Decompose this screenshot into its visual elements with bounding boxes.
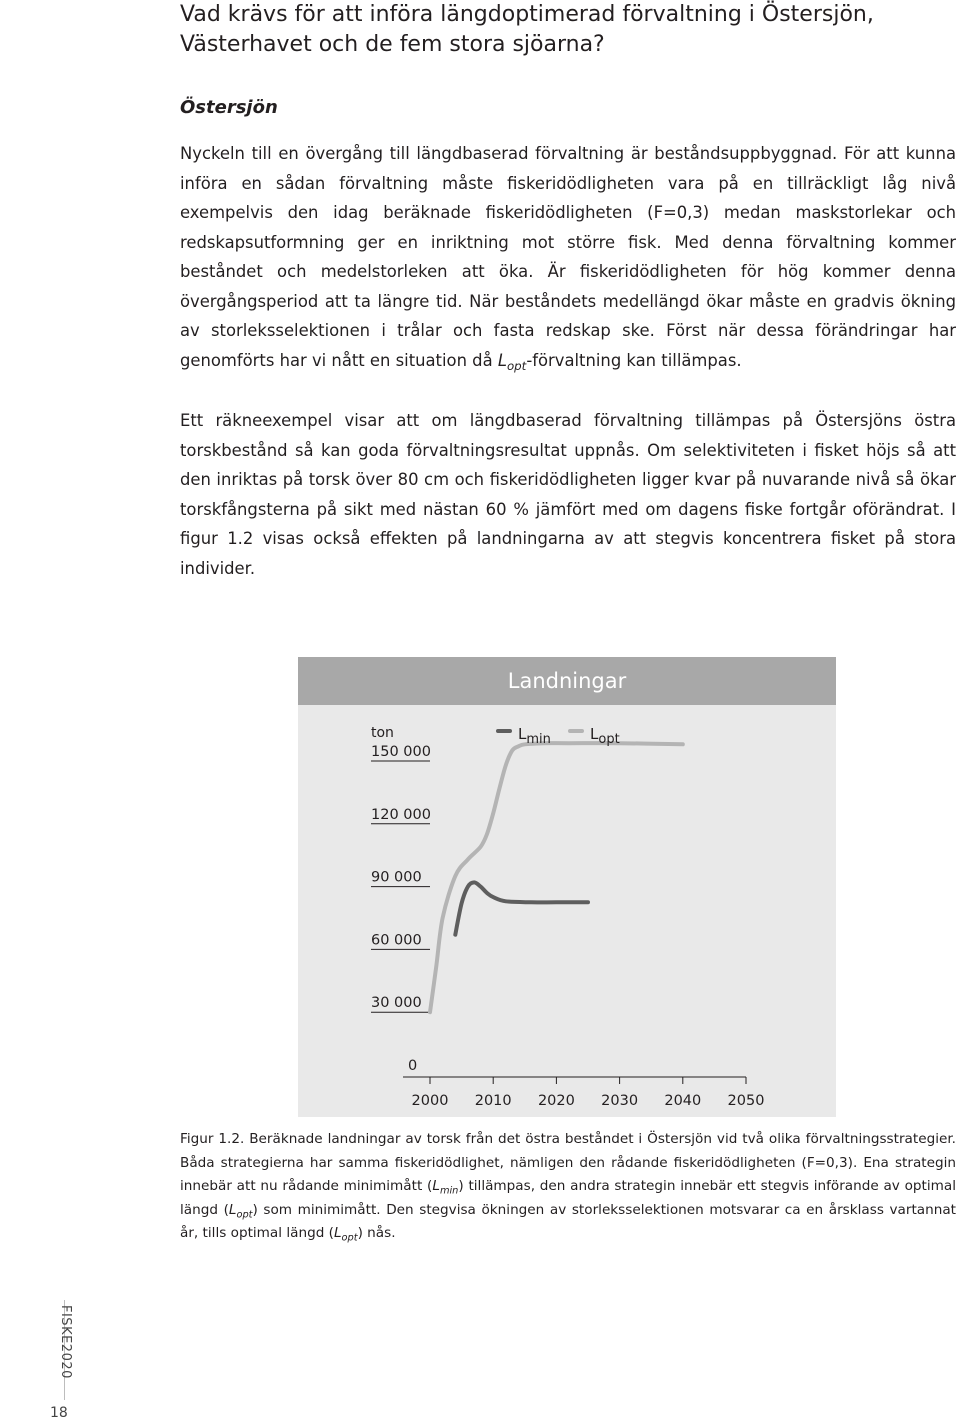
series-line-lopt [430, 743, 683, 1012]
paragraph-1-subscript: opt [506, 358, 527, 373]
x-axis [403, 1077, 764, 1109]
section-title: Östersjön [180, 97, 278, 118]
y-tick-label: 90 000 [371, 869, 422, 886]
series-layer [430, 743, 683, 1012]
paragraph-1-symbol: $L_{opt}$ [497, 350, 527, 373]
y-tick-label: 30 000 [371, 995, 422, 1012]
y-axis [371, 725, 431, 1074]
caption-text-1: Beräknade landningar av torsk från det östra beståndet i Östersjön vid två olika förvaltningsstrategier. Båda strategierna har samma fiskeridödlighet, nämligen den rådande fiskeridödligheten (F=0,3). Ena strategin innebär att nu rådande minimimått ( [180, 1131, 956, 1194]
caption-label: Figur 1.2. [180, 1131, 245, 1147]
caption-symbol-lmin: $L_{min}$ [432, 1178, 459, 1197]
y-axis-label: ton [371, 725, 394, 741]
chart-title: Landningar [298, 657, 836, 705]
page-heading: Vad krävs för att införa längdoptimerad förvaltning i Östersjön, Västerhavet och de fem stora sjöarna? [180, 2, 874, 57]
legend-label-lopt: Lopt [590, 725, 620, 747]
footer-brand: FISKE2020 [58, 1305, 73, 1379]
legend-label-lmin: Lmin [518, 725, 551, 747]
caption-symbol-lopt-2: $L_{opt}$ [333, 1225, 358, 1244]
x-tick-label: 2050 [727, 1093, 765, 1109]
landings-chart [298, 657, 836, 1117]
series-line-lmin [455, 882, 588, 934]
y-tick-label: 60 000 [371, 932, 422, 949]
paragraph-2: Ett räkneexempel visar att om längdbaserad förvaltning tillämpas på Östersjöns östra torskbestånd så kan goda förvaltningsresultat uppnås. Om selektiviteten i fisket höjs så att den inriktas på torsk över 80 cm och fiskeridödligheten ligger kvar på nuvarande nivå så ökar torskfångsterna på sikt med nästan 60 % jämfört med om dagens fiske fortgår oförändrat. I figur 1.2 visas också effekten på landningarna av att stegvis koncentrera fisket på stora individer. [180, 411, 956, 578]
figure-caption [180, 1128, 956, 1246]
caption-text-3: ) som minimimått. Den stegvisa ökningen av storleksselektionen motsvarar ca en årsklass vartannat år, tills optimal längd ( [180, 1201, 957, 1241]
paragraph-1 [180, 139, 956, 375]
paragraph-1-text: Nyckeln till en övergång till längdbaserad förvaltning är beståndsuppbyggnad. För att kunna införa en sådan förvaltning måste fiskeridödligheten vara på en tillräckligt låg nivå exempelvis den idag beräknade fiskeridödligheten (F=0,3) medan maskstorlekar och redskapsutformning ger en inriktning mot större fisk. Med denna förvaltning kommer beståndet och medelstorleken att öka. Är fiskeridödligheten för hög kommer denna övergångsperiod att ta längre tid. När beståndets medellängd ökar måste en gradvis ökning av storleksselektionen i trålar och fasta redskap ske. Först när dessa förändringar har genomförts har vi nått en situation då [180, 144, 956, 370]
x-tick-label: 2000 [411, 1093, 449, 1109]
x-tick-label: 2040 [664, 1093, 702, 1109]
x-tick-label: 2030 [601, 1093, 639, 1109]
x-tick-label: 2010 [474, 1093, 512, 1109]
y-tick-label: 0 [408, 1058, 418, 1074]
chart-plot [298, 657, 836, 1117]
x-tick-label: 2020 [537, 1093, 575, 1109]
caption-text-4: ) nås. [357, 1225, 396, 1241]
y-tick-label: 120 000 [371, 806, 431, 823]
caption-text-2: ) tillämpas, den andra strategin innebär ett stegvis införande av optimal längd ( [180, 1178, 956, 1218]
y-tick-label: 150 000 [371, 744, 431, 760]
caption-symbol-lopt: $L_{opt}$ [228, 1201, 253, 1220]
paragraph-1-text-end: -förvaltning kan tillämpas. [526, 350, 742, 370]
page-number: 18 [50, 1405, 68, 1421]
